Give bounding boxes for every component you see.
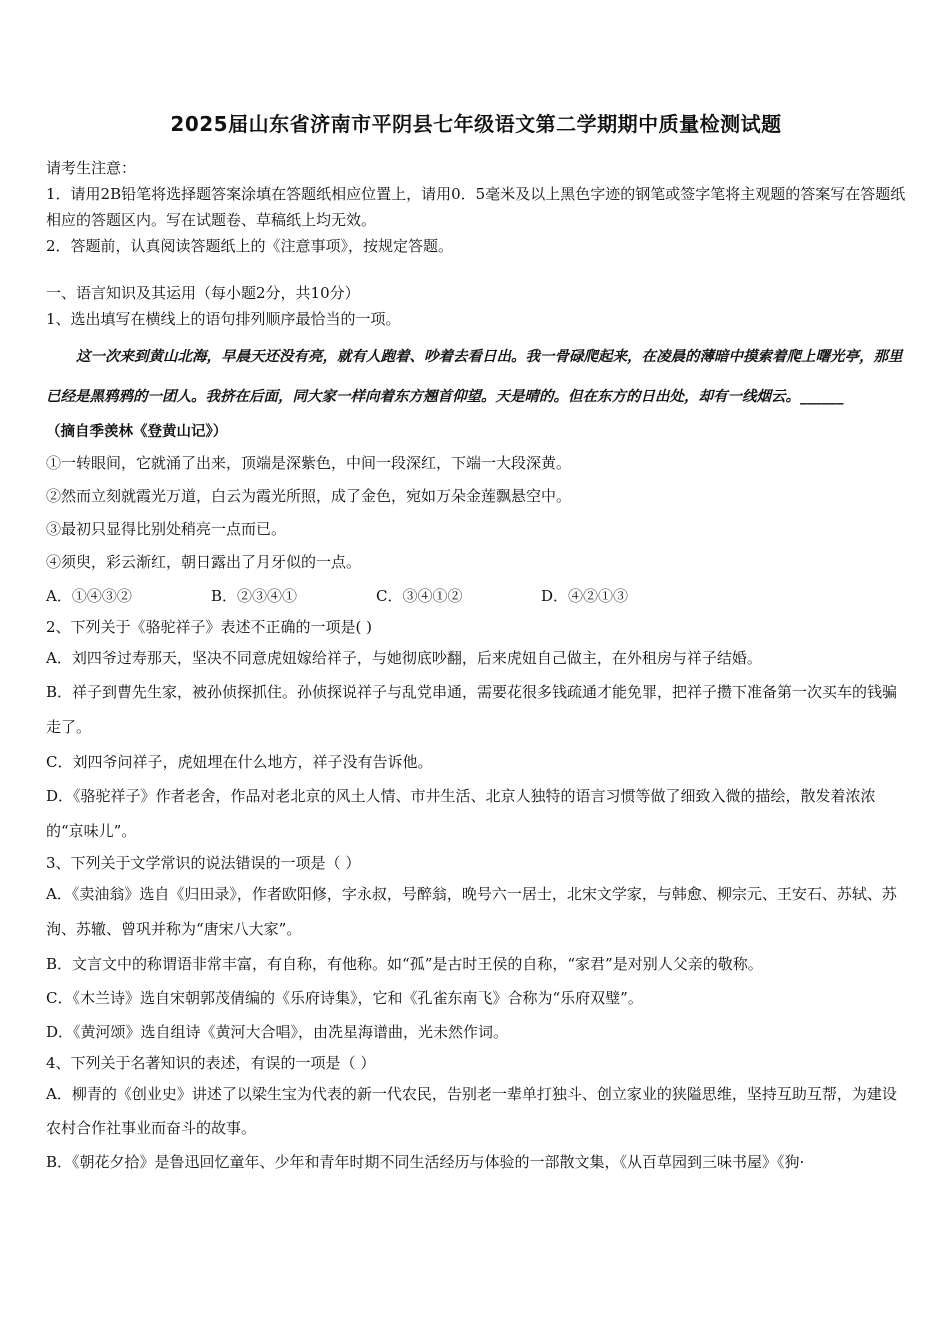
notice-item: 1．请用2B铅笔将选择题答案涂填在答题纸相应位置上，请用0．5毫米及以上黑色字迹的钢笔或签字笔将主观题的答案写在答题纸相应的答题区内。写在试题卷、草稿纸上均无效。 bbox=[46, 185, 906, 229]
reading-passage bbox=[46, 337, 906, 417]
option-b: B．祥子到曹先生家，被孙侦探抓住。孙侦探说祥子与乱党串通，需要花很多钱疏通才能免罪，把祥子攒下准备第一次买车的钱骗走了。 bbox=[46, 683, 898, 736]
question-1 bbox=[46, 305, 906, 613]
option-d: D．《黄河颂》选自组诗《黄河大合唱》，由冼星海谱曲，光未然作词。 bbox=[46, 1023, 509, 1041]
option-c: C．刘四爷问祥子，虎妞埋在什么地方，祥子没有告诉他。 bbox=[46, 753, 433, 771]
sentence-item: ③最初只显得比别处稍亮一点而已。 bbox=[46, 520, 287, 538]
notice-heading: 请考生注意： bbox=[46, 159, 137, 177]
option-b: B．文言文中的称谓语非常丰富，有自称，有他称。如“孤”是古时王侯的自称，“家君”是对别人父亲的敬称。 bbox=[46, 955, 763, 973]
page-title: 2025届山东省济南市平阴县七年级语文第二学期期中质量检测试题 bbox=[170, 112, 782, 136]
option-a: A．《卖油翁》选自《归田录》，作者欧阳修，字永叔，号醉翁，晚号六一居士，北宋文学家，与韩愈、柳宗元、王安石、苏轼、苏洵、苏辙、曾巩并称为“唐宋八大家”。 bbox=[46, 885, 897, 938]
notice-block bbox=[46, 155, 906, 259]
notice-item: 2．答题前，认真阅读答题纸上的《注意事项》，按规定答题。 bbox=[46, 237, 454, 255]
question-4 bbox=[46, 1049, 906, 1179]
option-a: A．①④③② bbox=[46, 587, 132, 605]
sentence-item: ④须臾，彩云渐红，朝日露出了月牙似的一点。 bbox=[46, 553, 362, 571]
section-heading: 一、语言知识及其运用（每小题2分，共10分） bbox=[46, 284, 360, 302]
question-2 bbox=[46, 613, 906, 849]
option-a: A．刘四爷过寿那天，坚决不同意虎妞嫁给祥子，与她彻底吵翻，后来虎妞自己做主，在外租房与祥子结婚。 bbox=[46, 649, 762, 667]
option-b: B．②③④① bbox=[211, 587, 298, 605]
question-stem: 3、下列关于文学常识的说法错误的一项是（ ） bbox=[46, 854, 361, 872]
answer-options bbox=[46, 579, 906, 613]
passage-source: （摘自季羡林《登黄山记》） bbox=[46, 423, 228, 440]
question-stem: 1、选出填写在横线上的语句排列顺序最恰当的一项。 bbox=[46, 310, 401, 328]
question-3 bbox=[46, 849, 906, 1049]
option-b: B．《朝花夕拾》是鲁迅回忆童年、少年和青年时期不同生活经历与体验的一部散文集，《从百草园到三味书屋》《狗· bbox=[46, 1153, 805, 1171]
option-d: D．《骆驼祥子》作者老舍，作品对老北京的风土人情、市井生活、北京人独特的语言习惯等做了细致入微的描绘，散发着浓浓的“京味儿”。 bbox=[46, 787, 876, 840]
option-c: C．③④①② bbox=[376, 587, 463, 605]
option-c: C．《木兰诗》选自宋朝郭茂倩编的《乐府诗集》，它和《孔雀东南飞》合称为“乐府双璧”。 bbox=[46, 989, 643, 1007]
passage-text: 这一次来到黄山北海，早晨天还没有亮，就有人跑着、吵着去看日出。我一骨碌爬起来，在凌晨的薄暗中摸索着爬上曙光亭，那里已经是黑鸦鸦的一团人。我挤在后面，同大家一样向着东方翘首仰望。天是晴的。但在东方的日出处，却有一线烟云。______ bbox=[46, 348, 903, 405]
question-stem: 2、下列关于《骆驼祥子》表述不正确的一项是( ) bbox=[46, 618, 373, 636]
sentence-item: ②然而立刻就霞光万道，白云为霞光所照，成了金色，宛如万朵金莲飘悬空中。 bbox=[46, 487, 572, 505]
option-d: D．④②①③ bbox=[541, 587, 629, 605]
sentence-item: ①一转眼间，它就涌了出来，顶端是深紫色，中间一段深红，下端一大段深黄。 bbox=[46, 454, 572, 472]
question-stem: 4、下列关于名著知识的表述，有误的一项是（ ） bbox=[46, 1054, 376, 1072]
option-a: A．柳青的《创业史》讲述了以梁生宝为代表的新一代农民，告别老一辈单打独斗、创立家业的狭隘思维，坚持互助互帮，为建设农村合作社事业而奋斗的故事。 bbox=[46, 1085, 897, 1137]
